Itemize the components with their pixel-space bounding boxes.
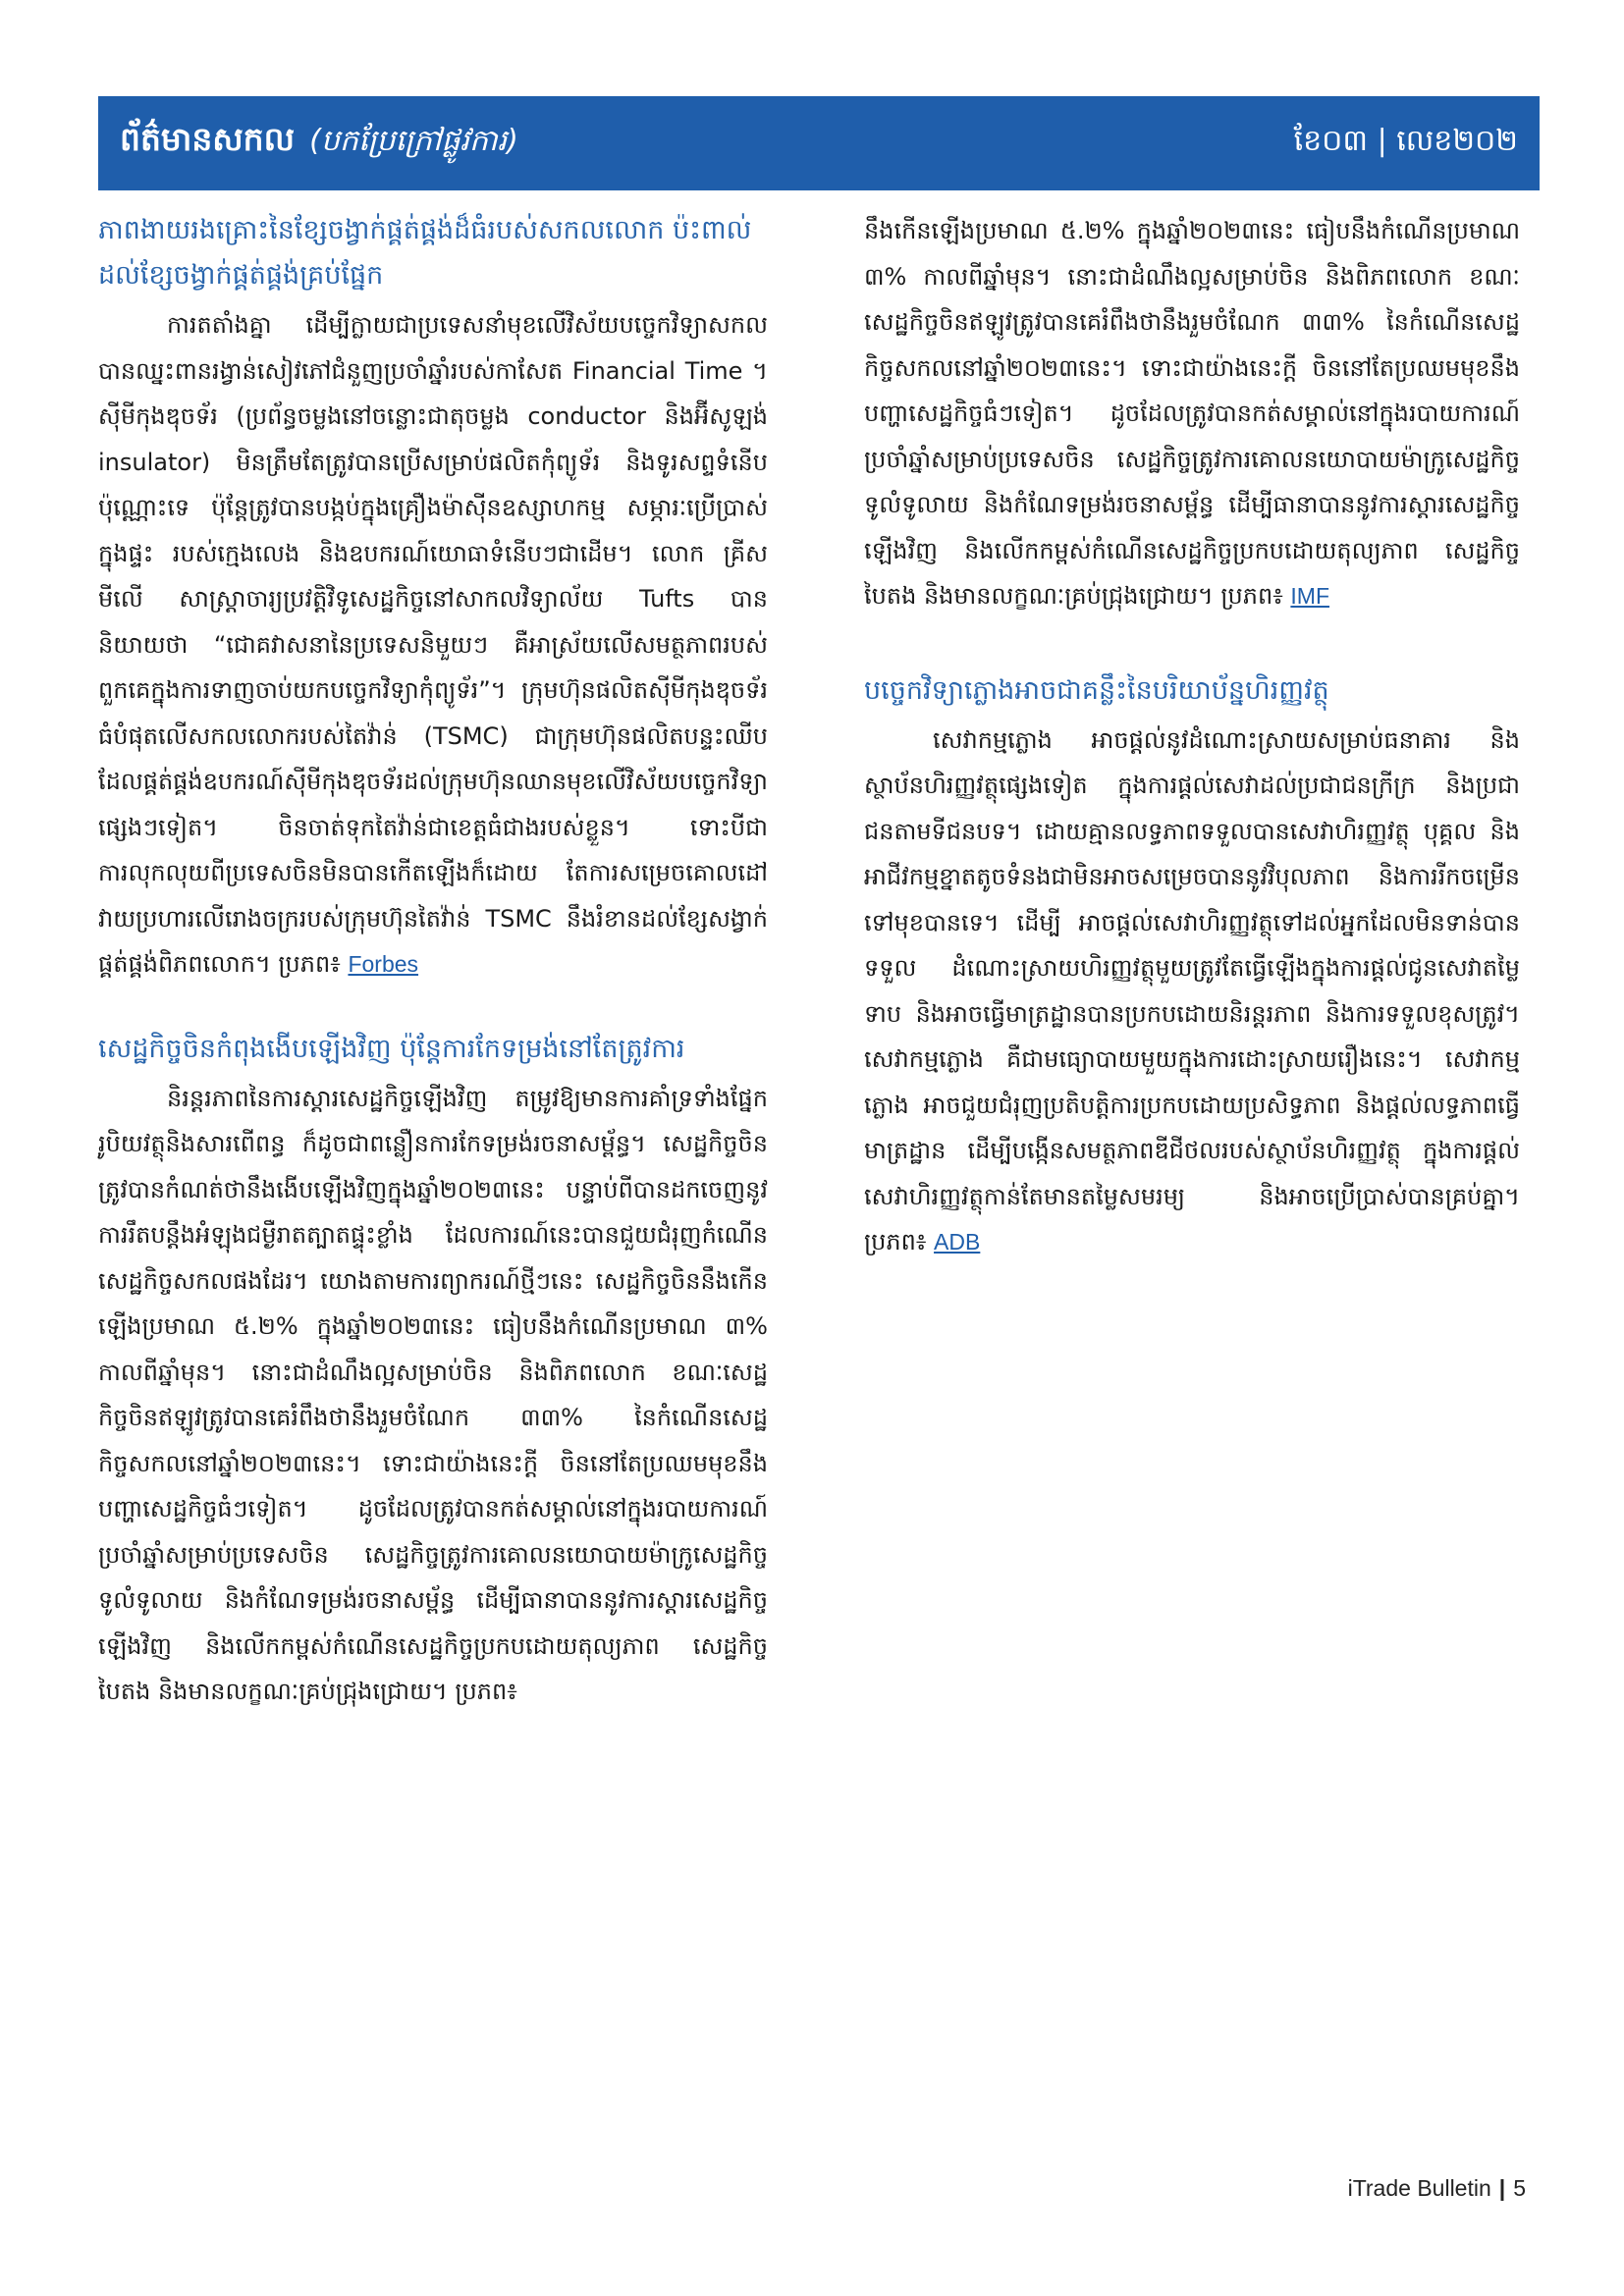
article-china-economy	[98, 1027, 768, 1705]
article-semiconductor	[98, 208, 768, 988]
source-link-imf[interactable]: IMF	[1290, 583, 1330, 609]
source-link-forbes[interactable]: Forbes	[348, 951, 419, 977]
page-number: 5	[1513, 2175, 1526, 2201]
article-body	[98, 302, 768, 988]
spacer	[98, 988, 768, 1027]
header-banner	[98, 96, 1540, 190]
article-text: និរន្តរភាពនៃការស្តារសេដ្ឋកិច្ចឡើងវិញ តម្រូវឱ្យមានការគាំទ្រទាំងផ្នែករូបិយវត្ថុនិងសារពើពន្ធ ក៏ដូចជាពន្លឿនការកែទម្រង់រចនាសម្ព័ន្ធ។ សេដ្ឋកិច្ចចិនត្រូវបានកំណត់ថានឹងងើបឡើងវិញក្នុងឆ្នាំ២០២៣នេះ បន្ទាប់ពីបានដកចេញនូវការរឹតបន្តឹងអំឡុងជម្ងឺរាតត្បាតផ្ទុះខ្លាំង ដែលការណ៍នេះបានជួយជំរុញកំណើនសេដ្ឋកិច្ចសកលផងដែរ។ យោងតាមការព្យាករណ៍ថ្មីៗនេះ សេដ្ឋកិច្ចចិននឹងកើនឡើងប្រមាណ ៥.២% ក្នុងឆ្នាំ២០២៣នេះ ធៀបនឹងកំណើនប្រមាណ ៣% កាលពីឆ្នាំមុន។ នោះជាដំណឹងល្អសម្រាប់ចិន និងពិភពលោក ខណៈសេដ្ឋកិច្ចចិនឥឡូវត្រូវបានគេរំពឹងថានឹងរួមចំណែក ៣៣% នៃកំណើនសេដ្ឋកិច្ចសកលនៅឆ្នាំ២០២៣នេះ។ ទោះជាយ៉ាងនេះក្តី ចិននៅតែប្រឈមមុខនឹងបញ្ហាសេដ្ឋកិច្ចធំៗទៀត។ ដូចដែលត្រូវបានកត់សម្គាល់នៅក្នុងរបាយការណ៍ប្រចាំឆ្នាំសម្រាប់ប្រទេសចិន សេដ្ឋកិច្ចត្រូវការគោលនយោបាយម៉ាក្រូសេដ្ឋកិច្ចទូលំទូលាយ និងកំណែទម្រង់រចនាសម្ព័ន្ធ ដើម្បីធានាបាននូវការស្តារសេដ្ឋកិច្ចឡើងវិញ និងលើកកម្ពស់កំណើនសេដ្ឋកិច្ចប្រកបដោយតុល្យភាព សេដ្ឋកិច្ចបៃតង និងមានលក្ខណៈគ្រប់ជ្រុងជ្រោយ។ ប្រភព៖	[98, 1084, 768, 1705]
article-body	[98, 1076, 768, 1705]
spacer	[864, 619, 1520, 668]
article-heading: ភាពងាយរងគ្រោះនៃខ្សែចង្វាក់ផ្គត់ផ្គង់ដ៏ធំរបស់សកលលោក ប៉ះពាល់ដល់ខ្សែចង្វាក់ផ្គត់ផ្គង់គ្រប់ផ្នែក	[98, 215, 752, 291]
issue-number: ខែ០៣ | លេខ២០២	[1293, 124, 1518, 158]
page-footer	[1348, 2175, 1526, 2202]
article-body	[864, 718, 1520, 1265]
article-continuation	[864, 208, 1520, 619]
article-text: ការតតាំងគ្នា ដើម្បីក្លាយជាប្រទេសនាំមុខលើវិស័យបច្ចេកវិទ្យាសកល បានឈ្នះពានរង្វាន់សៀវភៅជំនួញប្រចាំឆ្នាំរបស់កាសែត Financial Time ។ ស៊ីមីកុងឌុចទ័រ (ប្រព័ន្ធចម្លងនៅចន្លោះជាតុចម្លង conductor និងអ៊ីសូឡង់ insulator) មិនត្រឹមតែត្រូវបានប្រើសម្រាប់ផលិតកុំព្យូទ័រ និងទូរសព្ទទំនើបប៉ុណ្ណោះទេ ប៉ុន្តែត្រូវបានបង្កប់ក្នុងគ្រឿងម៉ាស៊ីនឧស្សាហកម្ម សម្ភារៈប្រើប្រាស់ក្នុងផ្ទះ របស់ក្មេងលេង និងឧបករណ៍យោធាទំនើបៗជាដើម។ លោក គ្រីស មីលើ សាស្ត្រាចារ្យប្រវត្តិវិទូសេដ្ឋកិច្ចនៅសាកលវិទ្យាល័យ Tufts បាននិយាយថា “ជោគវាសនានៃប្រទេសនិមួយៗ គឺអាស្រ័យលើសមត្ថភាពរបស់ពួកគេក្នុងការទាញចាប់យកបច្ចេកវិទ្យាកុំព្យូទ័រ”។ ក្រុមហ៊ុនផលិតស៊ីមីកុងឌុចទ័រធំបំផុតលើសកលលោករបស់តៃវ៉ាន់ (TSMC) ជាក្រុមហ៊ុនផលិតបន្ទះឈីប ដែលផ្គត់ផ្គង់ឧបករណ៍ស៊ីមីកុងឌុចទ័រដល់ក្រុមហ៊ុនឈានមុខលើវិស័យបច្ចេកវិទ្យាផ្សេងៗទៀត។ ចិនចាត់ទុកតៃវ៉ាន់ជាខេត្តធំជាងរបស់ខ្លួន។ ទោះបីជាការលុកលុយពីប្រទេសចិនមិនបានកើតឡើងក៏ដោយ តែការសម្រេចគោលដៅវាយប្រហារលើរោងចក្ររបស់ក្រុមហ៊ុនតៃវ៉ាន់ TSMC នឹងរំខានដល់ខ្សែសង្វាក់ផ្គត់ផ្គង់ពិភពលោក។ ប្រភព៖	[98, 311, 768, 978]
newsletter-section-title: ព័ត៌មានសកល	[120, 120, 296, 158]
article-text: សេវាកម្មភ្លោង អាចផ្តល់នូវដំណោះស្រាយសម្រាប់ធនាគារ និងស្ថាប័នហិរញ្ញវត្ថុផ្សេងទៀត ក្នុងការផ្តល់សេវាដល់ប្រជាជនក្រីក្រ និងប្រជាជនតាមទីជនបទ។ ដោយគ្មានលទ្ធភាពទទួលបានសេវាហិរញ្ញវត្ថុ បុគ្គល និងអាជីវកម្មខ្នាតតូចទំនងជាមិនអាចសម្រេចបាននូវវិបុលភាព និងការរីកចម្រើនទៅមុខបានទេ។ ដើម្បី អាចផ្តល់សេវាហិរញ្ញវត្ថុទៅដល់អ្នកដែលមិនទាន់បានទទួល ដំណោះស្រាយហិរញ្ញវត្ថុមួយត្រូវតែធ្វើឡើងក្នុងការផ្តល់ជូនសេវាតម្លៃទាប និងអាចធ្វើមាត្រដ្ឋានបានប្រកបដោយនិរន្តរភាព និងការទទួលខុសត្រូវ។ សេវាកម្មភ្លោង គឺជាមធ្យោបាយមួយក្នុងការដោះស្រាយរឿងនេះ។ សេវាកម្មភ្លោង អាចជួយជំរុញប្រតិបត្តិការប្រកបដោយប្រសិទ្ធភាព និងផ្តល់លទ្ធភាពធ្វើមាត្រដ្ឋាន ដើម្បីបង្កើនសមត្ថភាពឌីជីថលរបស់ស្ថាប័នហិរញ្ញវត្ថុ ក្នុងការផ្តល់សេវាហិរញ្ញវត្ថុកាន់តែមានតម្លៃសមរម្យ និងអាចប្រើប្រាស់បានគ្រប់គ្នា។ ប្រភព៖	[864, 725, 1520, 1255]
publication-name: iTrade Bulletin	[1347, 2175, 1491, 2201]
right-column	[864, 208, 1520, 1265]
left-column	[98, 208, 768, 1705]
article-text-continued: នឹងកើនឡើងប្រមាណ ៥.២% ក្នុងឆ្នាំ២០២៣នេះ ធៀបនឹងកំណើនប្រមាណ ៣% កាលពីឆ្នាំមុន។ នោះជាដំណឹងល្អសម្រាប់ចិន និងពិភពលោក ខណៈសេដ្ឋកិច្ចចិនឥឡូវត្រូវបានគេរំពឹងថានឹងរួមចំណែក ៣៣% នៃកំណើនសេដ្ឋកិច្ចសកលនៅឆ្នាំ២០២៣នេះ។ ទោះជាយ៉ាងនេះក្តី ចិននៅតែប្រឈមមុខនឹងបញ្ហាសេដ្ឋកិច្ចធំៗទៀត។ ដូចដែលត្រូវបានកត់សម្គាល់នៅក្នុងរបាយការណ៍ប្រចាំឆ្នាំសម្រាប់ប្រទេសចិន សេដ្ឋកិច្ចត្រូវការគោលនយោបាយម៉ាក្រូសេដ្ឋកិច្ចទូលំទូលាយ និងកំណែទម្រង់រចនាសម្ព័ន្ធ ដើម្បីធានាបាននូវការស្តារសេដ្ឋកិច្ចឡើងវិញ និងលើកកម្ពស់កំណើនសេដ្ឋកិច្ចប្រកបដោយតុល្យភាព សេដ្ឋកិច្ចបៃតង និងមានលក្ខណៈគ្រប់ជ្រុងជ្រោយ។ ប្រភព៖	[864, 217, 1520, 610]
article-heading: សេដ្ឋកិច្ចចិនកំពុងងើបឡើងវិញ ប៉ុន្តែការកែទម្រង់នៅតែត្រូវការ	[98, 1033, 685, 1064]
translation-note: (បកប្រែក្រៅផ្លូវការ)	[309, 124, 518, 158]
source-link-adb[interactable]: ADB	[934, 1229, 981, 1255]
header-title-group	[120, 120, 518, 167]
article-cloud-services	[864, 668, 1520, 1265]
footer-separator: |	[1498, 2175, 1506, 2201]
article-heading: បច្ចេកវិទ្យាភ្លោងអាចជាគន្លឹះនៃបរិយាប័ន្នហិរញ្ញវត្ថុ	[864, 674, 1329, 706]
